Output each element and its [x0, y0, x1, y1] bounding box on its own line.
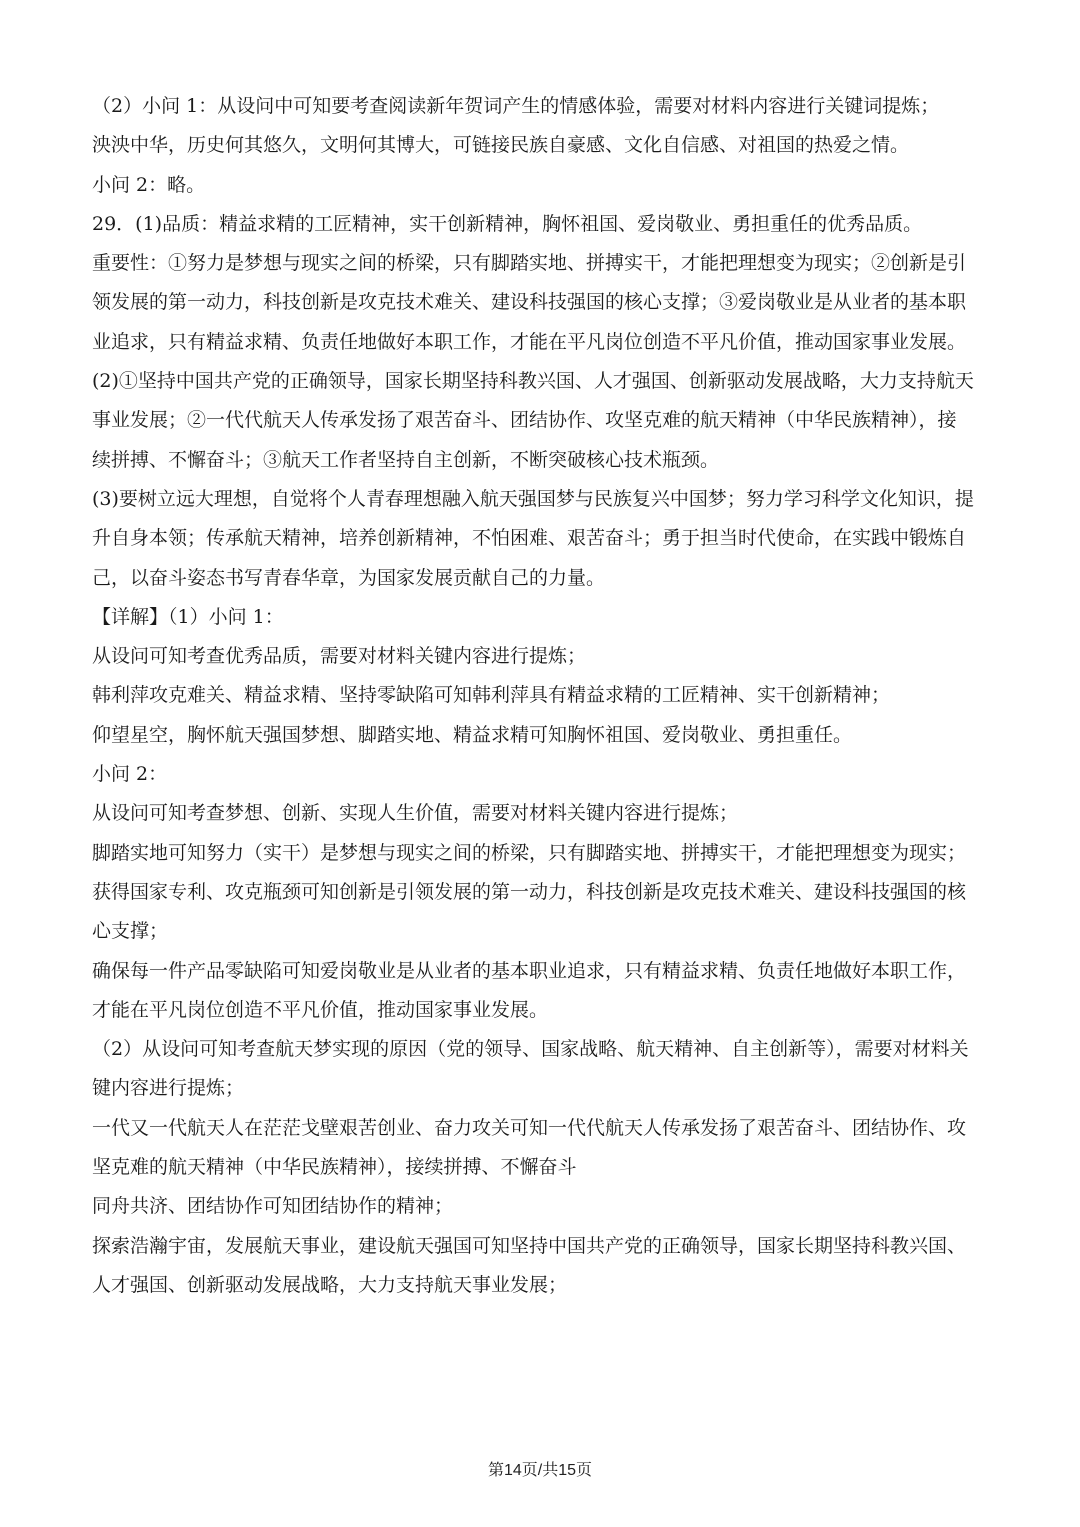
text-line: 键内容进行提炼； — [92, 1077, 245, 1100]
text-line: 才能在平凡岗位创造不平凡价值，推动国家事业发展。 — [92, 998, 549, 1021]
text-line: 坚克难的航天精神（中华民族精神），接续拼搏、不懈奋斗 — [92, 1156, 577, 1179]
text-line: 重要性：①努力是梦想与现实之间的桥梁，只有脚踏实地、拼搏实干，才能把理想变为现实；②创新是引 — [92, 252, 967, 275]
text-line: 韩利萍攻克难关、精益求精、坚持零缺陷可知韩利萍具有精益求精的工匠精神、实干创新精神； — [92, 684, 891, 707]
text-line: 获得国家专利、攻克瓶颈可知创新是引领发展的第一动力，科技创新是攻克技术难关、建设科技强国的核 — [92, 880, 967, 903]
text-line: 升自身本领；传承航天精神，培养创新精神，不怕困难、艰苦奋斗；勇于担当时代使命，在实践中锻炼自 — [92, 527, 967, 550]
text-line: 业追求，只有精益求精、负责任地做好本职工作，才能在平凡岗位创造不平凡价值，推动国家事业发展。 — [92, 330, 967, 353]
text-line: （2）从设问可知考查航天梦实现的原因（党的领导、国家战略、航天精神、自主创新等），需要对材料关 — [92, 1038, 969, 1061]
text-line: 心支撑； — [92, 920, 169, 943]
page-number-footer: 第14页/共15页 — [487, 1462, 593, 1479]
text-line: 从设问可知考查优秀品质，需要对材料关键内容进行提炼； — [92, 645, 587, 668]
text-line: 小问 2：略。 — [92, 173, 206, 196]
text-line: 确保每一件产品零缺陷可知爱岗敬业是从业者的基本职业追求，只有精益求精、负责任地做好本职工作， — [92, 959, 967, 982]
text-line: 小问 2： — [92, 763, 168, 786]
text-line: (3)要树立远大理想，自觉将个人青春理想融入航天强国梦与民族复兴中国梦；努力学习科学文化知识，提 — [92, 487, 974, 510]
text-line: 泱泱中华，历史何其悠久，文明何其博大，可链接民族自豪感、文化自信感、对祖国的热爱之情。 — [92, 134, 910, 157]
document-body — [92, 87, 992, 1305]
text-line: 续拼搏、不懈奋斗；③航天工作者坚持自主创新，不断突破核心技术瓶颈。 — [92, 448, 720, 471]
text-line: 一代又一代航天人在茫茫戈壁艰苦创业、奋力攻关可知一代代航天人传承发扬了艰苦奋斗、团结协作、攻 — [92, 1116, 967, 1139]
text-line: 人才强国、创新驱动发展战略，大力支持航天事业发展； — [92, 1273, 568, 1296]
text-line: 从设问可知考查梦想、创新、实现人生价值，需要对材料关键内容进行提炼； — [92, 802, 739, 825]
text-line: (2)①坚持中国共产党的正确领导，国家长期坚持科教兴国、人才强国、创新驱动发展战略，大力支持航天 — [92, 370, 974, 393]
text-line: 领发展的第一动力，科技创新是攻克技术难关、建设科技强国的核心支撑；③爱岗敬业是从业者的基本职 — [92, 291, 967, 314]
text-line: 己，以奋斗姿态书写青春华章，为国家发展贡献自己的力量。 — [92, 566, 606, 589]
text-line: （2）小问 1：从设问中可知要考查阅读新年贺词产生的情感体验，需要对材料内容进行关键词提炼； — [92, 95, 940, 117]
text-line: 事业发展；②一代代航天人传承发扬了艰苦奋斗、团结协作、攻坚克难的航天精神（中华民族精神），接 — [92, 409, 957, 432]
text-line: 探索浩瀚宇宙，发展航天事业，建设航天强国可知坚持中国共产党的正确领导，国家长期坚持科教兴国、 — [92, 1234, 967, 1257]
text-line: 同舟共济、团结协作可知团结协作的精神； — [92, 1195, 454, 1218]
text-line: 脚踏实地可知努力（实干）是梦想与现实之间的桥梁，只有脚踏实地、拼搏实干，才能把理想变为现实； — [92, 841, 967, 864]
text-line: 29．(1)品质：精益求精的工匠精神，实干创新精神，胸怀祖国、爱岗敬业、勇担重任的优秀品质。 — [92, 212, 923, 235]
text-line: 仰望星空，胸怀航天强国梦想、脚踏实地、精益求精可知胸怀祖国、爱岗敬业、勇担重任。 — [92, 723, 853, 746]
text-line: 【详解】（1）小问 1： — [92, 605, 284, 628]
